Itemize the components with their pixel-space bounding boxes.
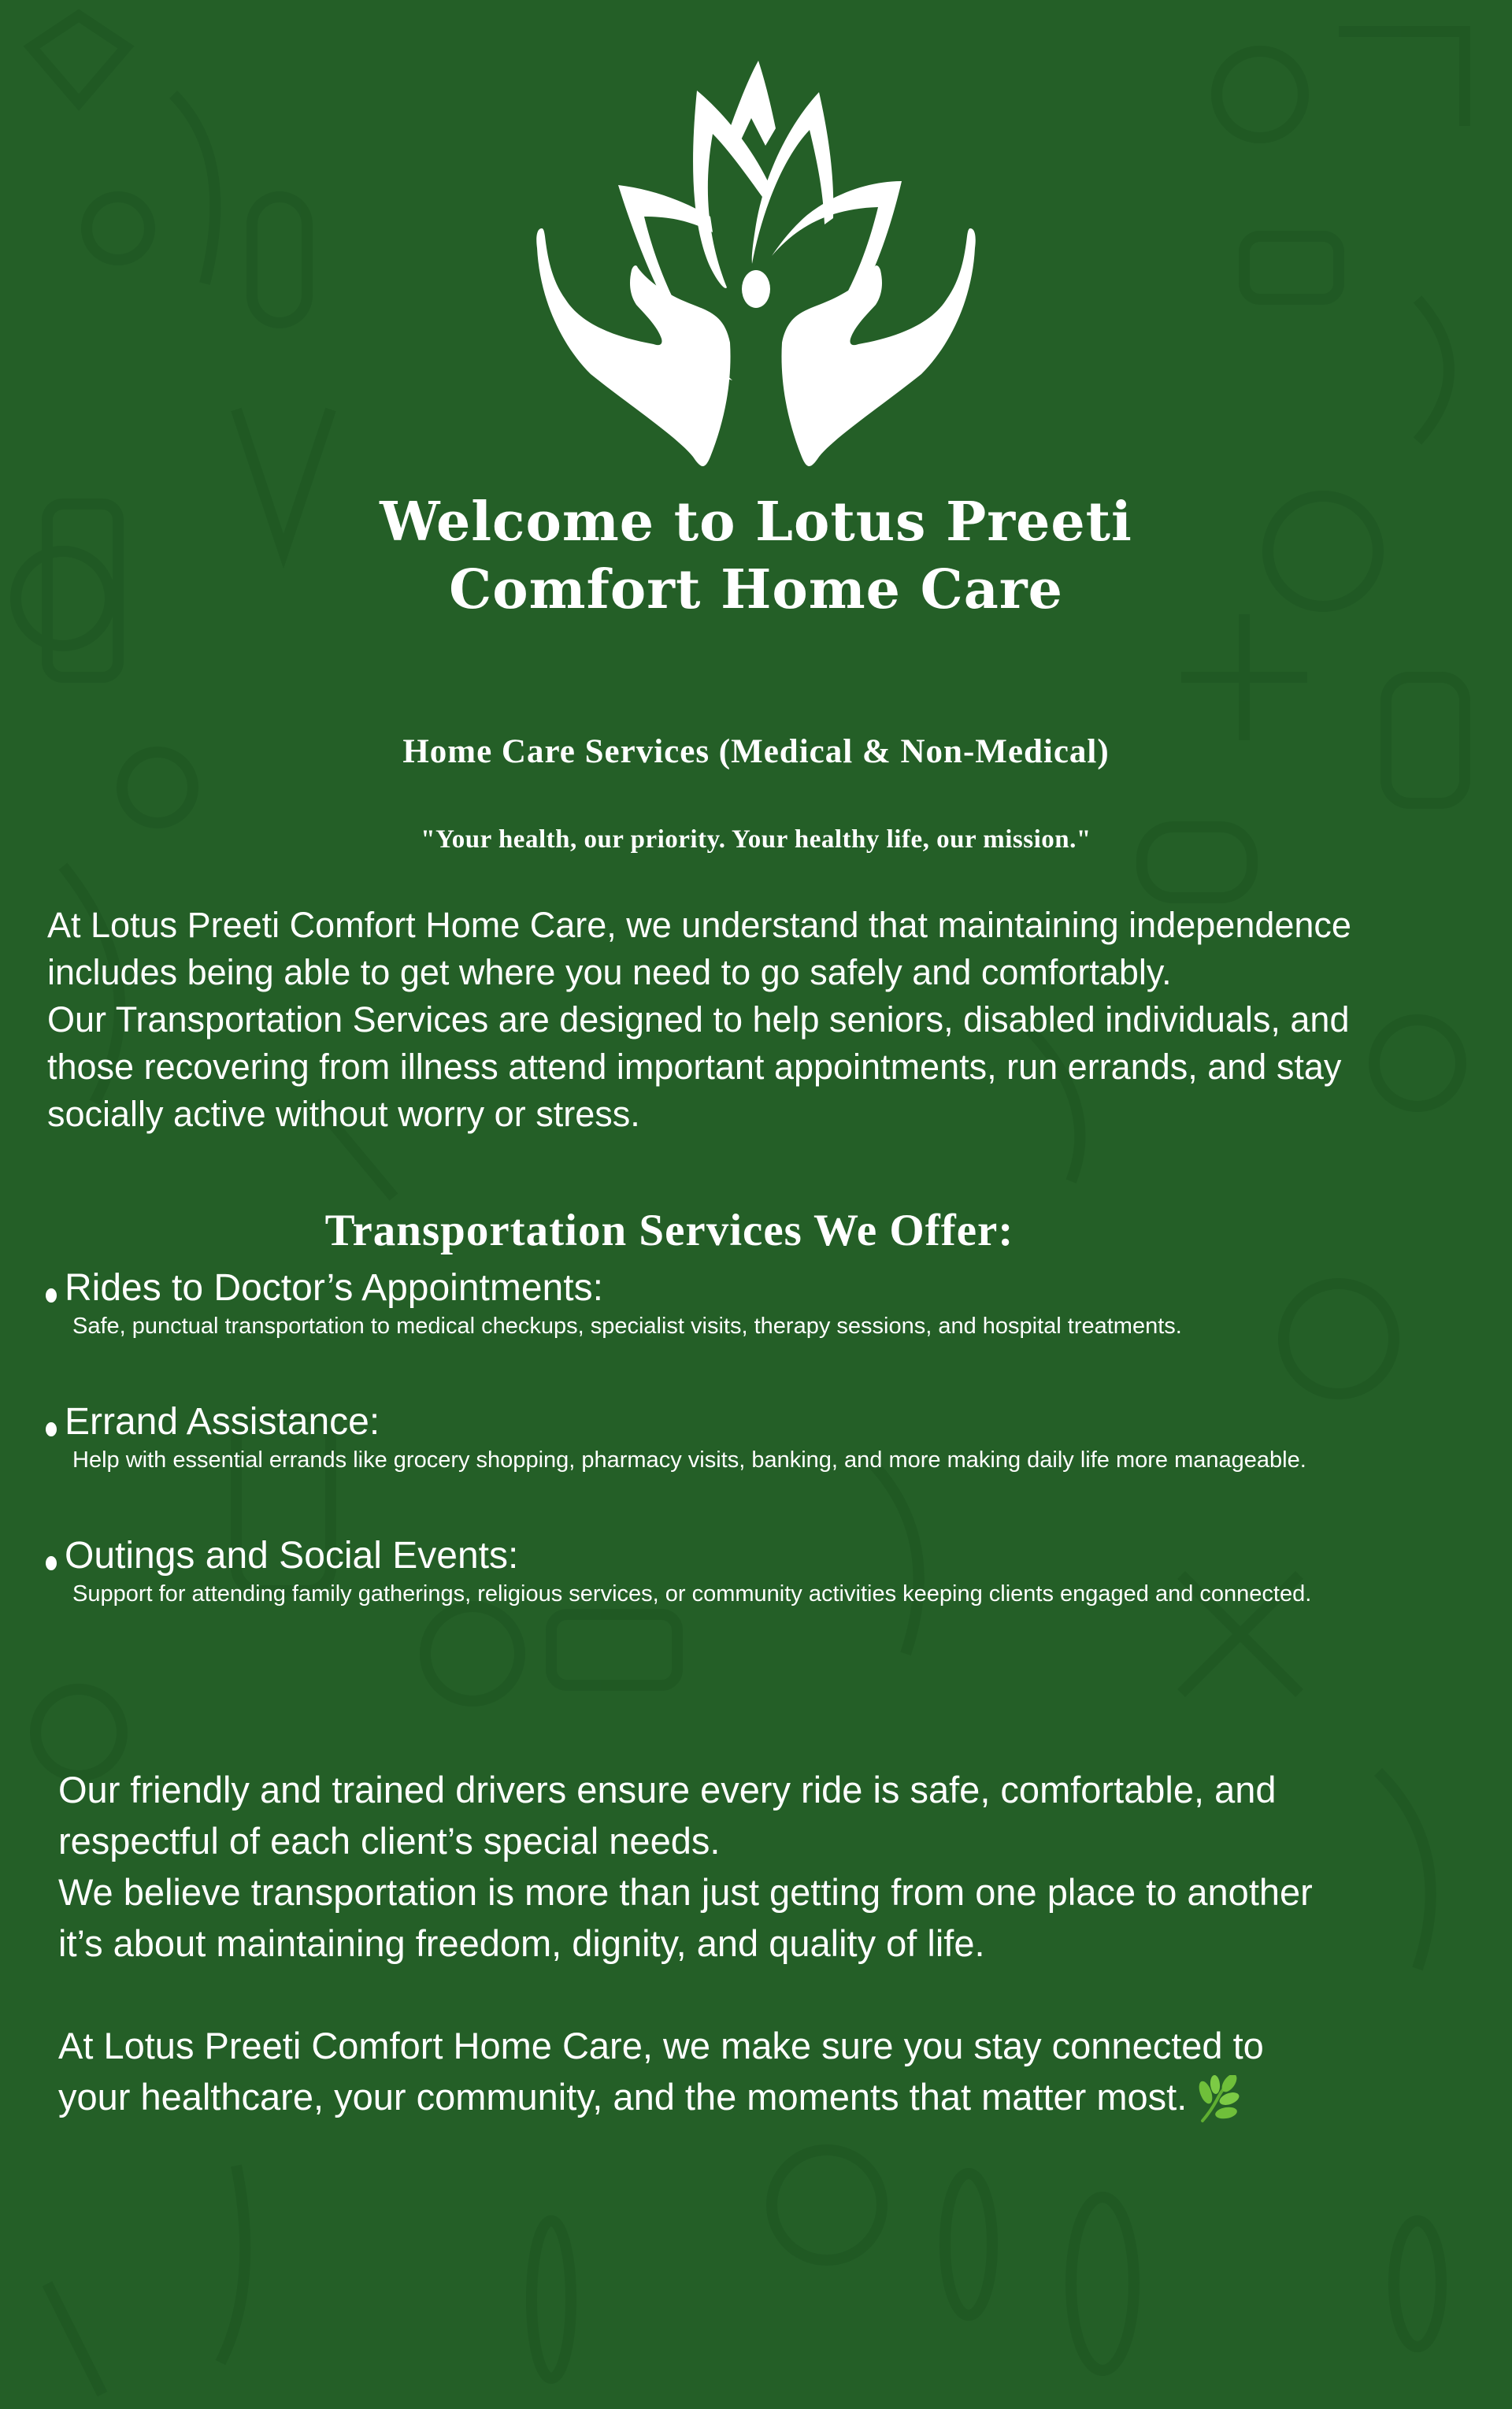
title-line-1: Welcome to Lotus Preeti bbox=[380, 491, 1132, 554]
service-description: Support for attending family gatherings, religious services, or community activities keeping clients engaged and connected. bbox=[72, 1581, 1312, 1607]
closing-final-line: At Lotus Preeti Comfort Home Care, we make sure you stay connected to bbox=[58, 2025, 1264, 2066]
intro-line: includes being able to get where you need to go safely and comfortably. bbox=[47, 952, 1172, 992]
intro-line: those recovering from illness attend important appointments, run errands, and stay bbox=[47, 1047, 1342, 1087]
intro-paragraph bbox=[47, 902, 1480, 1138]
closing-line: Our friendly and trained drivers ensure every ride is safe, comfortable, and bbox=[58, 1769, 1277, 1810]
intro-line: Our Transportation Services are designed to help seniors, disabled individuals, and bbox=[47, 999, 1350, 1040]
bullet-icon bbox=[46, 1422, 57, 1436]
closing-final-text: your healthcare, your community, and the moments that matter most. bbox=[58, 2076, 1188, 2118]
service-item-outings-social-events bbox=[46, 1534, 1479, 1610]
closing-line: respectful of each client’s special needs. bbox=[58, 1820, 721, 1862]
herb-leaf-icon bbox=[1195, 2075, 1242, 2125]
service-title: Errand Assistance: bbox=[65, 1401, 380, 1443]
service-title: Rides to Doctor’s Appointments: bbox=[65, 1267, 603, 1309]
intro-line: socially active without worry or stress. bbox=[47, 1094, 640, 1134]
service-item-errand-assistance bbox=[46, 1400, 1479, 1476]
service-description: Help with essential errands like grocery shopping, pharmacy visits, banking, and more making daily life more manageable. bbox=[72, 1447, 1306, 1473]
service-item-doctor-rides bbox=[46, 1266, 1479, 1342]
service-title: Outings and Social Events: bbox=[65, 1535, 519, 1577]
bullet-icon bbox=[46, 1556, 57, 1570]
title-line-2: Comfort Home Care bbox=[449, 558, 1063, 621]
closing-final-line-with-icon bbox=[58, 2071, 1492, 2125]
closing-line: We believe transportation is more than just getting from one place to another bbox=[58, 1871, 1313, 1913]
tagline: "Your health, our priority. Your healthy life, our mission." bbox=[421, 825, 1091, 854]
bullet-icon bbox=[46, 1288, 57, 1303]
closing-paragraph bbox=[58, 1764, 1492, 2125]
services-heading: Transportation Services We Offer: bbox=[324, 1206, 1014, 1255]
lotus-hands-logo-icon bbox=[488, 59, 1024, 469]
subtitle: Home Care Services (Medical & Non-Medical) bbox=[402, 733, 1110, 770]
closing-line: it’s about maintaining freedom, dignity, and quality of life. bbox=[58, 1922, 985, 1964]
intro-line: At Lotus Preeti Comfort Home Care, we understand that maintaining independence bbox=[47, 905, 1351, 945]
service-description: Safe, punctual transportation to medical checkups, specialist visits, therapy sessions, and hospital treatments. bbox=[72, 1314, 1182, 1339]
page-title bbox=[0, 488, 1512, 624]
